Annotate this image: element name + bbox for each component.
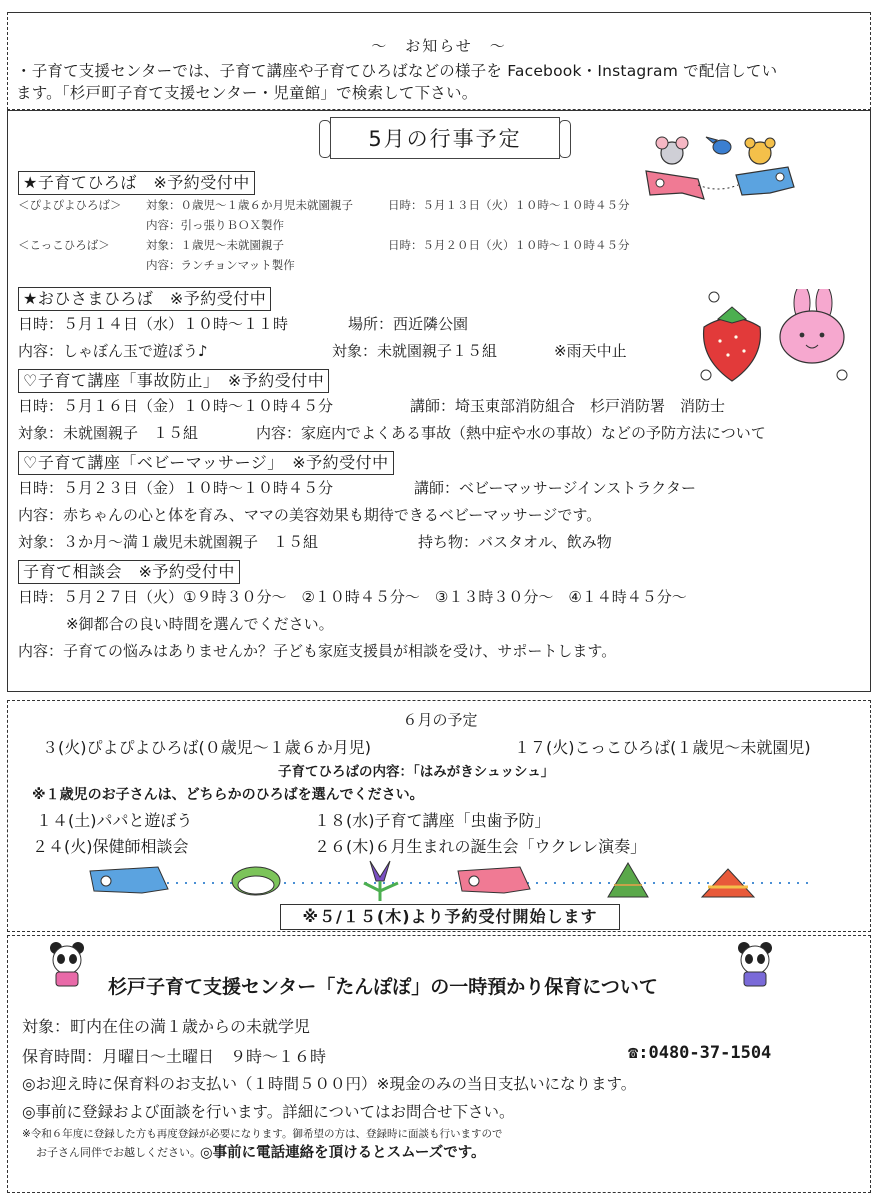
childcare-small-note-2: お子さん同伴でお越しください。: [36, 1146, 201, 1159]
jiko-date: 日時：５月１６日（金）１０時〜１０時４５分: [18, 397, 334, 415]
may-banner: 5月の行事予定: [330, 117, 560, 159]
baby-section: [18, 451, 858, 556]
june-event-piyo: ３(火)ぴよぴよひろば(０歳児〜１歳６か月児): [42, 738, 371, 757]
piyo-date: 日時：５月１３日（火）１０時〜１０時４５分: [388, 198, 630, 212]
ohisama-rain: ※雨天中止: [554, 342, 627, 360]
notice-line-2: ます。「杉戸町子育て支援センター・児童館」で検索して下さい。: [16, 84, 478, 102]
kabuto-helmet-icon: [702, 869, 754, 897]
squirrel-on-carp-icon: [736, 138, 794, 195]
childcare-small-note-1: ※令和６年度に登録した方も再度登録が必要になります。御希望の方は、登録時に面談も行いますので: [22, 1128, 503, 1140]
ohisama-content: 内容：しゃぼん玉で遊ぼう♪: [18, 342, 208, 360]
june-title: ６月の予定: [402, 711, 478, 729]
koinobori-illustration: [638, 123, 798, 203]
mouse-on-carp-icon: [646, 137, 704, 199]
soudan-heading: 子育て相談会 ※予約受付中: [18, 560, 240, 584]
piyo-name: ＜ぴよぴよひろば＞: [18, 198, 122, 212]
childcare-payment: ◎お迎え時に保育料のお支払い（１時間５００円）※現金のみの当日支払いになります。: [22, 1075, 637, 1093]
kashiwa-mochi-icon: [232, 867, 280, 895]
ohisama-row-2: [18, 338, 858, 365]
ohisama-target: 対象：未就園親子１５組: [332, 342, 498, 360]
hiroba-heading: ★子育てひろば ※予約受付中: [18, 171, 255, 195]
soudan-row-2: [18, 611, 858, 638]
baby-items: 持ち物：バスタオル、飲み物: [418, 533, 612, 551]
baby-row-1: [18, 475, 858, 502]
baby-target: 対象：３か月〜満１歳児未就園親子 １５組: [18, 533, 319, 551]
baby-lecturer: 講師：ベビーマッサージインストラクター: [414, 479, 697, 497]
jiko-row-2: [18, 420, 858, 447]
jiko-content: 内容：家庭内でよくある事故（熱中症や水の事故）などの予防方法について: [256, 424, 766, 442]
notice-line-1: ・子育て支援センターでは、子育て講座や子育てひろばなどの様子を Facebook・Instagram で配信してい: [16, 62, 778, 80]
piyo-content: 内容：引っ張りＢＯＸ製作: [146, 218, 284, 232]
reservation-start-notice: ※５/１５(木)より予約受付開始します: [280, 904, 620, 930]
baby-content: 内容：赤ちゃんの心と体を育み、ママの美容効果も期待できるベビーマッサージです。: [18, 506, 602, 524]
baby-date: 日時：５月２３日（金）１０時〜１０時４５分: [18, 479, 334, 497]
baby-heading: ♡子育て講座「ベビーマッサージ」 ※予約受付中: [18, 451, 394, 475]
panda-icon: [730, 940, 780, 988]
june-decoration-strip: [88, 857, 808, 903]
iris-flower-icon: [364, 861, 398, 901]
notice-section: [7, 12, 871, 110]
kokko-name: ＜こっこひろば＞: [18, 238, 110, 252]
june-event-kokko: １７(火)こっこひろば(１歳児〜未就園児): [514, 738, 811, 757]
childcare-hours: 保育時間：月曜日〜土曜日 ９時〜１６時: [22, 1047, 327, 1066]
notice-body: [8, 56, 870, 104]
childcare-register: ◎事前に登録および面談を行います。詳細についてはお問合せ下さい。: [22, 1103, 515, 1121]
soudan-section: [18, 560, 858, 665]
jiko-lecturer: 講師：埼玉東部消防組合 杉戸消防署 消防士: [410, 397, 726, 415]
june-note: ※１歳児のお子さんは、どちらかのひろばを選んでください。: [32, 787, 424, 803]
childcare-phone-advice: ◎事前に電話連絡を頂けるとスムーズです。: [200, 1145, 486, 1161]
hiroba-section: [18, 171, 630, 277]
may-schedule-section: [7, 110, 871, 692]
ohisama-heading: ★おひさまひろば ※予約受付中: [18, 287, 271, 311]
kokko-date: 日時：５月２０日（火）１０時〜１０時４５分: [388, 238, 630, 252]
june-event-mushiba: １８(水)子育て講座「虫歯予防」: [314, 811, 551, 830]
june-event-birthday: ２６(木)６月生まれの誕生会「ウクレレ演奏」: [314, 837, 647, 856]
soudan-date: 日時：５月２７日（火）①９時３０分〜 ②１０時４５分〜 ③１３時３０分〜 ④１４時４５分〜: [18, 588, 687, 606]
notice-title: ～ お知らせ ～: [371, 37, 507, 55]
jiko-row-1: [18, 393, 858, 420]
hiroba-details: [18, 195, 630, 277]
soudan-note: ※御都合の良い時間を選んでください。: [66, 615, 334, 633]
jiko-heading: ♡子育て講座「事故防止」 ※予約受付中: [18, 369, 329, 393]
piyo-target: 対象：０歳児〜１歳６か月児未就園親子: [146, 198, 353, 212]
ohisama-section: [18, 287, 858, 365]
jiko-target: 対象：未就園親子 １５組: [18, 424, 199, 442]
soudan-row-1: [18, 584, 858, 611]
ohisama-date: 日時：５月１４日（水）１０時〜１１時: [18, 315, 289, 333]
kokko-content: 内容：ランチョンマット製作: [146, 258, 295, 272]
childcare-phone[interactable]: ☎:0480-37-1504: [628, 1043, 772, 1063]
carp-streamer-pink-icon: [458, 867, 530, 893]
june-hiroba-content: 子育てひろばの内容：「はみがきシュッシュ」: [278, 764, 555, 780]
soudan-row-3: [18, 638, 858, 665]
baby-row-3: [18, 529, 858, 556]
kokko-target: 対象：１歳児〜未就園親子: [146, 238, 284, 252]
childcare-target: 対象：町内在住の満１歳からの未就学児: [22, 1017, 311, 1036]
bird-icon: [706, 137, 731, 154]
ohisama-place: 場所：西近隣公園: [348, 315, 469, 333]
baby-row-2: [18, 502, 858, 529]
june-event-papa: １４(土)パパと遊ぼう: [36, 811, 193, 830]
jiko-section: [18, 369, 858, 447]
childcare-section: [7, 935, 871, 1193]
panda-icon: [42, 940, 92, 988]
soudan-content: 内容：子育ての悩みはありませんか？子ども家庭支援員が相談を受け、サポートします。: [18, 642, 617, 660]
ohisama-row-1: [18, 311, 858, 338]
june-schedule-section: [7, 700, 871, 932]
childcare-title: 杉戸子育て支援センター「たんぽぽ」の一時預かり保育について: [108, 976, 658, 998]
chimaki-icon: [608, 863, 648, 897]
june-event-hokenshi: ２４(火)保健師相談会: [32, 837, 189, 856]
carp-streamer-blue-icon: [90, 867, 168, 893]
